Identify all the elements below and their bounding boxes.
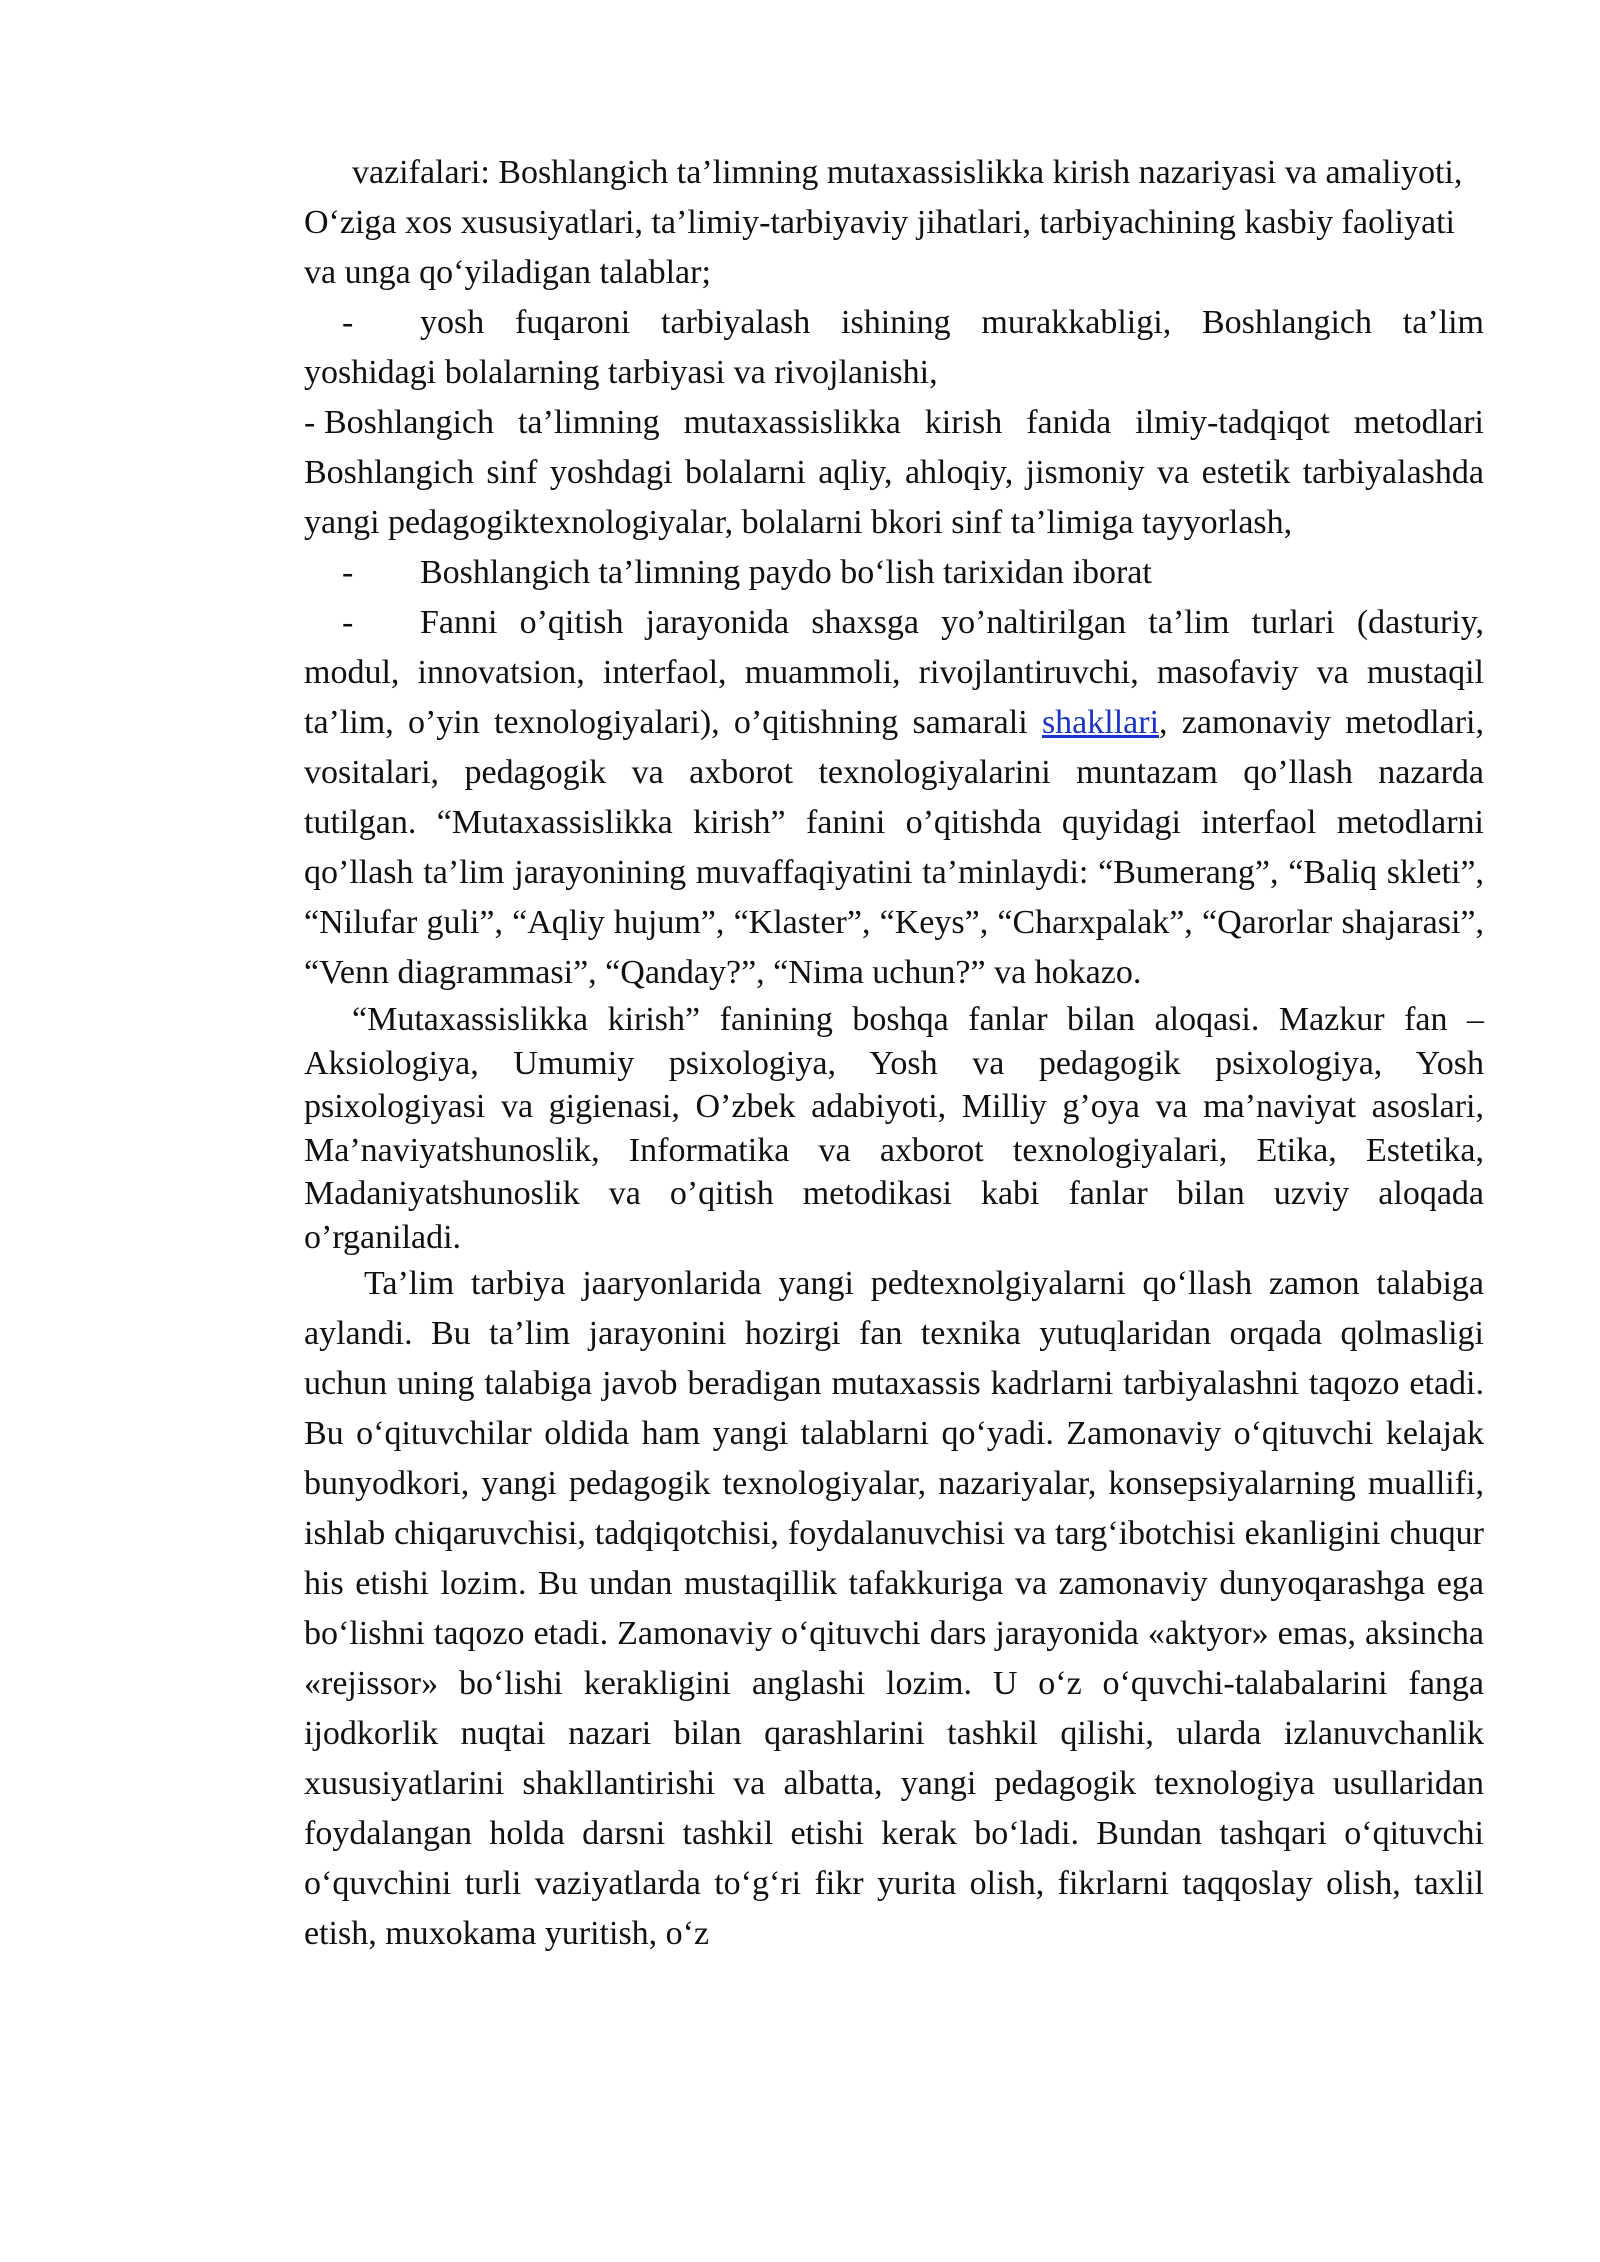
bullet-marker: - (342, 304, 354, 341)
bullet-text: Boshlangich ta’limning mutaxassislikka kirish fanida ilmiy-tadqiqot metodlari Boshlangich sinf yoshdagi bolalarni aqliy, ahloqiy, jismoniy va estetik tarbiyalashda yangi pedagogiktexnologiyalar, bolalarni bkori sinf ta’limiga tayyorlash, (304, 404, 1484, 541)
shakllari-link[interactable]: shakllari (1041, 704, 1160, 741)
bullet-marker: - (342, 554, 354, 591)
paragraph-pedtexnologiyalar (304, 1259, 1484, 1959)
bullet-text: Boshlangich ta’limning paydo bo‘lish tarixidan iborat (420, 554, 1152, 591)
bullet-text: yosh fuqaroni tarbiyalash ishining murakkabligi, Boshlangich ta’lim yoshidagi bolalarning tarbiyasi va rivojlanishi, (304, 304, 1484, 391)
paragraph-vazifalari (304, 148, 1484, 298)
bullet-fanni-oqitish (304, 598, 1484, 998)
paragraph-aloqasi (304, 998, 1484, 1259)
bullet-paydo-bolish (304, 548, 1484, 598)
bullet-ilmiy-tadqiqot (304, 398, 1484, 548)
bullet-yosh-fuqaroni (304, 298, 1484, 398)
bullet-marker: - (342, 604, 354, 641)
bullet-text-after-link: , zamonaviy metodlari, vositalari, pedagogik va axborot texnologiyalarini muntazam qo’llash nazarda tutilgan. “Mutaxassislikka kirish” fanini o’qitishda quyidagi interfaol metodlarni qo’llash ta’lim jarayonining muvaffaqiyatini ta’minlaydi: “Bumerang”, “Baliq skleti”, “Nilufar guli”, “Aqliy hujum”, “Klaster”, “Keys”, “Charxpalak”, “Qarorlar shajarasi”, “Venn diagrammasi”, “Qanday?”, “Nima uchun?” va hokazo. (304, 704, 1484, 991)
paragraph-vazifalari-text: vazifalari: Boshlangich ta’limning mutaxassislikka kirish nazariyasi va amaliyoti, O‘ziga xos xususiyatlari, ta’limiy-tarbiyaviy jihatlari, tarbiyachining kasbiy faoliyati va unga qo‘yiladigan talablar; (304, 154, 1463, 291)
paragraph-aloqasi-text: “Mutaxassislikka kirish” fanining boshqa fanlar bilan aloqasi. Mazkur fan –Aksiologiya, Umumiy psixologiya, Yosh va pedagogik psixologiya, Yosh psixologiyasi va gigienasi, O’zbek adabiyoti, Milliy g’oya va ma’naviyat asoslari, Ma’naviyatshunoslik, Informatika va axborot texnologiyalari, Etika, Estetika, Madaniyatshunoslik va o’qitish metodikasi kabi fanlar bilan uzviy aloqada o’rganiladi. (304, 1001, 1484, 1256)
bullet-marker: - (304, 404, 316, 441)
paragraph-pedtexnologiyalar-text: Ta’lim tarbiya jaaryonlarida yangi pedtexnolgiyalarni qo‘llash zamon talabiga aylandi. Bu ta’lim jarayonini hozirgi fan texnika yutuqlaridan orqada qolmasligi uchun uning talabiga javob beradigan mutaxassis kadrlarni tarbiyalashni taqozo etadi. Bu o‘qituvchilar oldida ham yangi talablarni qo‘yadi. Zamonaviy o‘qituvchi kelajak bunyodkori, yangi pedagogik texnologiyalar, nazariyalar, konsepsiyalarning muallifi, ishlab chiqaruvchisi, tadqiqotchisi, foydalanuvchisi va targ‘ibotchisi ekanligini chuqur his etishi lozim. Bu undan mustaqillik tafakkuriga va zamonaviy dunyoqarashga ega bo‘lishni taqozo etadi. Zamonaviy o‘qituvchi dars jarayonida «aktyor» emas, aksincha «rejissor» bo‘lishi kerakligini anglashi lozim. U o‘z o‘quvchi-talabalarini fanga ijodkorlik nuqtai nazari bilan qarashlarini tashkil qilishi, ularda izlanuvchanlik xususiyatlarini shakllantirishi va albatta, yangi pedagogik texnologiya usullaridan foydalangan holda darsni tashkil etishi kerak bo‘ladi. Bundan tashqari o‘qituvchi o‘quvchini turli vaziyatlarda to‘g‘ri fikr yurita olish, fikrlarni taqqoslay olish, taxlil etish, muxokama yuritish, o‘z (304, 1265, 1484, 1952)
bullet-text-before-link: Fanni o’qitish jarayonida shaxsga yo’naltirilgan ta’lim turlari (dasturiy, modul, innovatsion, interfaol, muammoli, rivojlantiruvchi, masofaviy va mustaqil ta’lim, o’yin texnologiyalari), o’qitishning samarali (304, 604, 1484, 741)
